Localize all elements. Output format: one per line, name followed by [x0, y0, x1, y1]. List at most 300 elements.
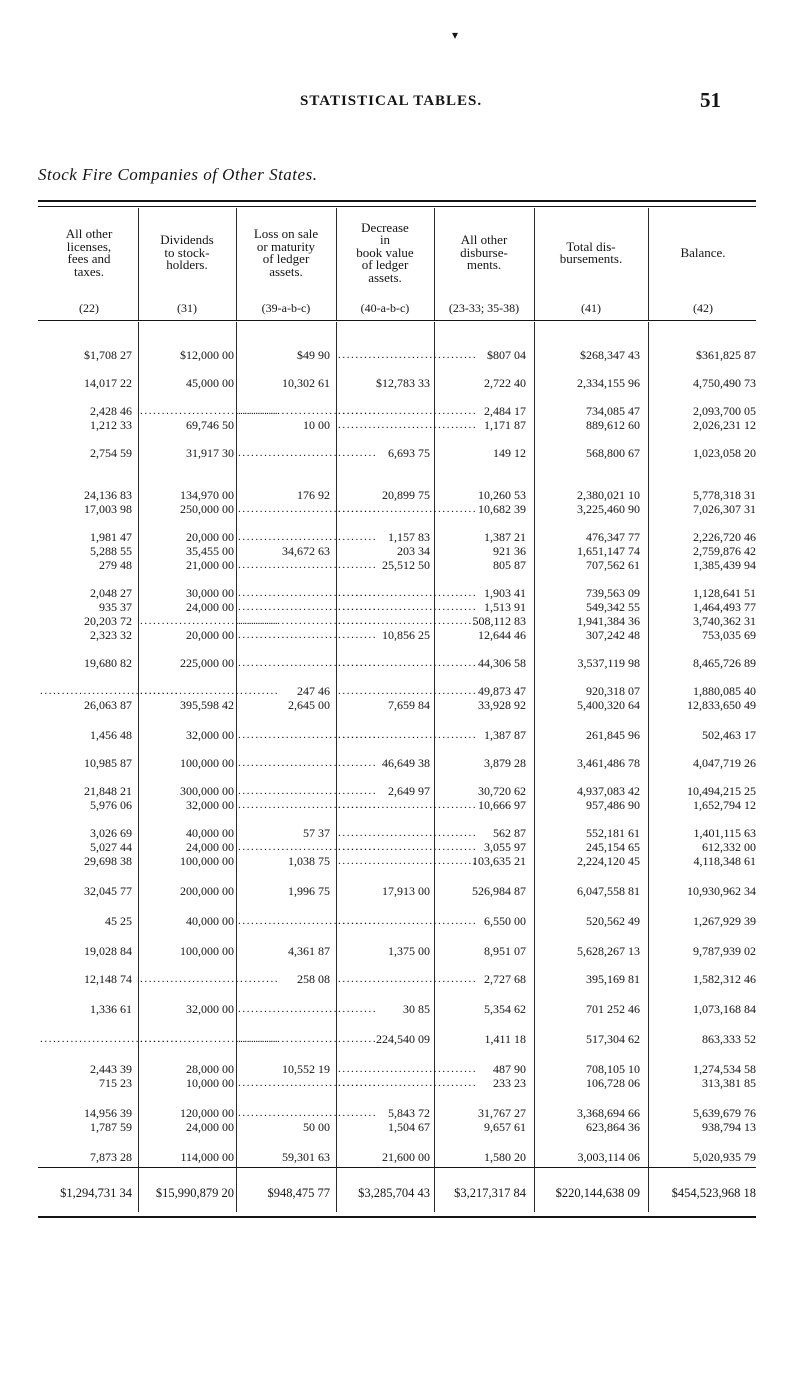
table-row: [0, 614, 798, 628]
dot-leader: ................................: [338, 615, 478, 627]
dot-leader: ................................: [338, 1077, 478, 1089]
table-cell: 508,112 83: [472, 614, 526, 628]
table-cell: 6,693 75: [388, 446, 430, 460]
table-cell: 10 00: [303, 418, 330, 432]
dot-leader: ................................: [338, 405, 478, 417]
table-row: [0, 1032, 798, 1046]
table-row: [0, 600, 798, 614]
table-cell: $49 90: [297, 348, 330, 362]
table-cell: 1,787 59: [90, 1120, 132, 1134]
table-cell: 10,666 97: [478, 798, 526, 812]
table-cell: 10,494,215 25: [687, 784, 756, 798]
table-cell: 562 87: [493, 826, 526, 840]
column-header: All other licenses, fees and taxes.: [65, 226, 113, 279]
table-cell: 28,000 00: [186, 1062, 234, 1076]
table-cell: 100,000 00: [180, 756, 234, 770]
table-cell: 715 23: [99, 1076, 132, 1090]
dot-leader: ................................: [238, 587, 378, 599]
dot-leader: ................................: [238, 615, 378, 627]
table-cell: 32,000 00: [186, 728, 234, 742]
dot-leader: ................................: [238, 915, 378, 927]
table-cell: 707,562 61: [586, 558, 640, 572]
table-cell: 1,171 87: [484, 418, 526, 432]
dot-leader: ................................: [238, 657, 378, 669]
table-cell: 920,318 07: [586, 684, 640, 698]
table-cell: 552,181 61: [586, 826, 640, 840]
dot-leader: ................................: [338, 841, 478, 853]
table-cell: 30 85: [403, 1002, 430, 1016]
table-cell: 5,628,267 13: [577, 944, 640, 958]
table-cell: 3,026 69: [90, 826, 132, 840]
table-cell: 10,552 19: [282, 1062, 330, 1076]
table-cell: 3,003,114 06: [577, 1150, 640, 1164]
table-cell: 34,672 63: [282, 544, 330, 558]
table-cell: 3,879 28: [484, 756, 526, 770]
table-cell: 549,342 55: [586, 600, 640, 614]
dot-leader: ................................: [238, 503, 378, 515]
header-divider: [336, 208, 337, 320]
table-cell: 19,028 84: [84, 944, 132, 958]
dot-leader: ................................: [338, 419, 478, 431]
table-row: [0, 944, 798, 958]
table-cell: 24,000 00: [186, 840, 234, 854]
table-cell: 31,917 30: [186, 446, 234, 460]
table-cell: 2,727 68: [484, 972, 526, 986]
table-cell: 57 37: [303, 826, 330, 840]
table-cell: 100,000 00: [180, 944, 234, 958]
total-cell: $454,523,968 18: [671, 1186, 756, 1200]
table-row: [0, 684, 798, 698]
table-cell: 20,203 72: [84, 614, 132, 628]
dot-leader: ................................: [338, 657, 478, 669]
table-row: [0, 914, 798, 928]
table-cell: 30,000 00: [186, 586, 234, 600]
table-row: [0, 1062, 798, 1076]
table-cell: 12,833,650 49: [687, 698, 756, 712]
table-cell: 4,118,348 61: [693, 854, 756, 868]
table-cell: 921 36: [493, 544, 526, 558]
table-row: [0, 446, 798, 460]
table-row: [0, 530, 798, 544]
column-number: (42): [693, 301, 713, 315]
table-cell: 40,000 00: [186, 826, 234, 840]
table-cell: 24,000 00: [186, 1120, 234, 1134]
table-cell: 300,000 00: [180, 784, 234, 798]
table-cell: 568,800 67: [586, 446, 640, 460]
table-cell: 2,226,720 46: [693, 530, 756, 544]
table-cell: 20,000 00: [186, 530, 234, 544]
table-cell: 395,169 81: [586, 972, 640, 986]
table-row: [0, 376, 798, 390]
table-cell: 1,267,929 39: [693, 914, 756, 928]
dot-leader: ................................: [140, 685, 280, 697]
table-cell: 5,976 06: [90, 798, 132, 812]
table-cell: 225,000 00: [180, 656, 234, 670]
dot-leader: ................................: [338, 799, 478, 811]
table-cell: 32,000 00: [186, 798, 234, 812]
table-cell: 2,380,021 10: [577, 488, 640, 502]
table-cell: 261,845 96: [586, 728, 640, 742]
dot-leader: ................................: [238, 531, 378, 543]
table-cell: 1,513 91: [484, 600, 526, 614]
table-cell: 32,000 00: [186, 1002, 234, 1016]
table-cell: 20,000 00: [186, 628, 234, 642]
header-divider: [138, 208, 139, 320]
table-cell: 2,443 39: [90, 1062, 132, 1076]
table-cell: 4,047,719 26: [693, 756, 756, 770]
column-header: Dividends to stock- holders.: [160, 232, 214, 273]
table-row: [0, 1002, 798, 1016]
table-cell: 203 34: [397, 544, 430, 558]
table-cell: 17,913 00: [382, 884, 430, 898]
column-number: (39-a-b-c): [261, 301, 311, 315]
table-cell: 9,787,939 02: [693, 944, 756, 958]
dot-leader: ................................: [238, 601, 378, 613]
dot-leader: ................................: [338, 855, 478, 867]
table-cell: 5,288 55: [90, 544, 132, 558]
table-cell: 1,385,439 94: [693, 558, 756, 572]
table-cell: 1,464,493 77: [693, 600, 756, 614]
table-cell: 258 08: [297, 972, 330, 986]
table-row: [0, 784, 798, 798]
table-cell: 50 00: [303, 1120, 330, 1134]
table-cell: 7,026,307 31: [693, 502, 756, 516]
table-cell: 10,260 53: [478, 488, 526, 502]
table-cell: 12,148 74: [84, 972, 132, 986]
header-divider: [236, 208, 237, 320]
bottom-rule: [38, 1216, 756, 1218]
table-cell: 17,003 98: [84, 502, 132, 516]
total-cell: $948,475 77: [267, 1186, 330, 1200]
table-cell: 3,537,119 98: [577, 656, 640, 670]
dot-leader: ................................: [338, 827, 478, 839]
table-cell: 1,387 21: [484, 530, 526, 544]
table-cell: $807 04: [487, 348, 526, 362]
table-cell: 31,767 27: [478, 1106, 526, 1120]
dot-leader: ................................: [140, 615, 280, 627]
table-cell: 19,680 82: [84, 656, 132, 670]
table-cell: 26,063 87: [84, 698, 132, 712]
page-number: 51: [700, 88, 721, 112]
table-cell: 739,563 09: [586, 586, 640, 600]
table-row: [0, 826, 798, 840]
dot-leader: ................................: [238, 785, 378, 797]
table-cell: 938,794 13: [702, 1120, 756, 1134]
dot-leader: ................................: [338, 349, 478, 361]
table-cell: 114,000 00: [180, 1150, 234, 1164]
dot-leader: ................................: [238, 729, 378, 741]
table-cell: 753,035 69: [702, 628, 756, 642]
table-cell: 21,848 21: [84, 784, 132, 798]
column-number: (31): [177, 301, 197, 315]
table-cell: 3,461,486 78: [577, 756, 640, 770]
dot-leader: ................................: [338, 729, 478, 741]
table-cell: 889,612 60: [586, 418, 640, 432]
table-row: [0, 728, 798, 742]
table-cell: 5,639,679 76: [693, 1106, 756, 1120]
total-cell: $1,294,731 34: [60, 1186, 132, 1200]
dot-leader: ................................: [338, 1063, 478, 1075]
column-header: Balance.: [680, 244, 726, 260]
table-cell: 3,740,362 31: [693, 614, 756, 628]
total-cell: $220,144,638 09: [555, 1186, 640, 1200]
header-divider: [648, 208, 649, 320]
table-row: [0, 558, 798, 572]
table-cell: 935 37: [99, 600, 132, 614]
table-cell: 1,411 18: [484, 1032, 526, 1046]
table-row: [0, 1106, 798, 1120]
table-cell: 14,017 22: [84, 376, 132, 390]
table-cell: 106,728 06: [586, 1076, 640, 1090]
dot-leader: ................................: [238, 405, 378, 417]
table-cell: 45 25: [105, 914, 132, 928]
table-cell: 2,484 17: [484, 404, 526, 418]
table-cell: 120,000 00: [180, 1106, 234, 1120]
table-cell: 1,157 83: [388, 530, 430, 544]
table-cell: 2,323 32: [90, 628, 132, 642]
table-cell: 1,504 67: [388, 1120, 430, 1134]
table-cell: 957,486 90: [586, 798, 640, 812]
table-cell: 69,746 50: [186, 418, 234, 432]
table-cell: 30,720 62: [478, 784, 526, 798]
table-cell: 10,302 61: [282, 376, 330, 390]
table-cell: 1,903 41: [484, 586, 526, 600]
table-cell: 49,873 47: [478, 684, 526, 698]
dot-leader: ................................: [238, 1077, 378, 1089]
table-cell: 612,332 00: [702, 840, 756, 854]
table-cell: $1,708 27: [84, 348, 132, 362]
table-cell: 623,864 36: [586, 1120, 640, 1134]
total-cell: $3,285,704 43: [358, 1186, 430, 1200]
table-cell: 35,455 00: [186, 544, 234, 558]
table-cell: 200,000 00: [180, 884, 234, 898]
table-cell: 250,000 00: [180, 502, 234, 516]
column-header: All other disburse- ments.: [460, 232, 508, 273]
table-row: [0, 656, 798, 670]
table-cell: 1,128,641 51: [693, 586, 756, 600]
table-cell: 1,456 48: [90, 728, 132, 742]
table-cell: $12,000 00: [180, 348, 234, 362]
table-cell: 134,970 00: [180, 488, 234, 502]
table-cell: 708,105 10: [586, 1062, 640, 1076]
table-cell: 7,873 28: [90, 1150, 132, 1164]
table-cell: 5,354 62: [484, 1002, 526, 1016]
table-cell: 33,928 92: [478, 698, 526, 712]
table-row: [0, 798, 798, 812]
table-row: [0, 586, 798, 600]
table-cell: 45,000 00: [186, 376, 234, 390]
column-number: (40-a-b-c): [360, 301, 410, 315]
table-cell: 1,981 47: [90, 530, 132, 544]
dot-leader: ................................: [40, 685, 180, 697]
table-cell: 1,375 00: [388, 944, 430, 958]
table-cell: 149 12: [493, 446, 526, 460]
table-row: [0, 1076, 798, 1090]
dot-leader: ................................: [238, 1003, 378, 1015]
table-cell: 40,000 00: [186, 914, 234, 928]
table-row: [0, 854, 798, 868]
table-cell: 1,880,085 40: [693, 684, 756, 698]
dot-leader: ................................: [238, 559, 378, 571]
dot-leader: ................................: [238, 1033, 378, 1045]
page-top-mark: ▾: [452, 28, 459, 42]
table-cell: 1,212 33: [90, 418, 132, 432]
dot-leader: ................................: [338, 685, 478, 697]
table-cell: 21,000 00: [186, 558, 234, 572]
table-cell: 1,023,058 20: [693, 446, 756, 460]
table-cell: 279 48: [99, 558, 132, 572]
table-cell: 307,242 48: [586, 628, 640, 642]
table-cell: 59,301 63: [282, 1150, 330, 1164]
table-row: [0, 488, 798, 502]
table-cell: 14,956 39: [84, 1106, 132, 1120]
table-cell: 20,899 75: [382, 488, 430, 502]
table-row: [0, 698, 798, 712]
table-cell: 2,722 40: [484, 376, 526, 390]
table-cell: 526,984 87: [472, 884, 526, 898]
header-bottom-rule: [38, 320, 756, 321]
dot-leader: ................................: [140, 405, 280, 417]
table-cell: 7,659 84: [388, 698, 430, 712]
table-cell: 1,336 61: [90, 1002, 132, 1016]
table-cell: 4,361 87: [288, 944, 330, 958]
dot-leader: ................................: [338, 503, 478, 515]
table-cell: 10,682 39: [478, 502, 526, 516]
table-cell: 1,387 87: [484, 728, 526, 742]
table-cell: 2,224,120 45: [577, 854, 640, 868]
table-cell: 8,465,726 89: [693, 656, 756, 670]
table-cell: 2,754 59: [90, 446, 132, 460]
table-row: [0, 404, 798, 418]
column-number: (41): [581, 301, 601, 315]
table-cell: 233 23: [493, 1076, 526, 1090]
table-subtitle: Stock Fire Companies of Other States.: [38, 165, 318, 184]
table-cell: 24,000 00: [186, 600, 234, 614]
table-cell: 3,055 97: [484, 840, 526, 854]
table-cell: 5,843 72: [388, 1106, 430, 1120]
table-cell: 10,985 87: [84, 756, 132, 770]
table-cell: 5,400,320 64: [577, 698, 640, 712]
table-cell: 2,428 46: [90, 404, 132, 418]
table-cell: 224,540 09: [376, 1032, 430, 1046]
table-cell: 5,020,935 79: [693, 1150, 756, 1164]
table-cell: 6,047,558 81: [577, 884, 640, 898]
table-cell: 29,698 38: [84, 854, 132, 868]
table-cell: 6,550 00: [484, 914, 526, 928]
table-cell: 2,026,231 12: [693, 418, 756, 432]
table-cell: 2,334,155 96: [577, 376, 640, 390]
table-cell: 487 90: [493, 1062, 526, 1076]
table-cell: 1,401,115 63: [693, 826, 756, 840]
dot-leader: ................................: [338, 601, 478, 613]
dot-leader: ................................: [140, 1033, 280, 1045]
column-header: Total dis- bursements.: [559, 238, 623, 266]
table-row: [0, 1120, 798, 1134]
table-cell: 10,930,962 34: [687, 884, 756, 898]
column-header: Decrease in book value of ledger assets.: [356, 219, 414, 285]
table-cell: 517,304 62: [586, 1032, 640, 1046]
table-cell: 1,274,534 58: [693, 1062, 756, 1076]
table-cell: 245,154 65: [586, 840, 640, 854]
top-rule-thin: [38, 206, 756, 207]
dot-leader: ................................: [238, 629, 378, 641]
dot-leader: ................................: [140, 973, 280, 985]
table-cell: 701 252 46: [586, 1002, 640, 1016]
table-cell: 21,600 00: [382, 1150, 430, 1164]
table-cell: 100,000 00: [180, 854, 234, 868]
table-cell: 5,027 44: [90, 840, 132, 854]
dot-leader: ................................: [338, 587, 478, 599]
table-cell: 2,093,700 05: [693, 404, 756, 418]
table-cell: 46,649 38: [382, 756, 430, 770]
table-cell: 10,000 00: [186, 1076, 234, 1090]
table-cell: 247 46: [297, 684, 330, 698]
dot-leader: ................................: [238, 757, 378, 769]
table-cell: 12,644 46: [478, 628, 526, 642]
table-row: [0, 544, 798, 558]
table-cell: 3,368,694 66: [577, 1106, 640, 1120]
table-cell: 863,333 52: [702, 1032, 756, 1046]
table-cell: 32,045 77: [84, 884, 132, 898]
table-cell: 805 87: [493, 558, 526, 572]
table-cell: $361,825 87: [696, 348, 756, 362]
dot-leader: ................................: [238, 1107, 378, 1119]
table-cell: 734,085 47: [586, 404, 640, 418]
table-cell: 4,937,083 42: [577, 784, 640, 798]
table-row: [0, 1150, 798, 1164]
dot-leader: ................................: [338, 973, 478, 985]
table-cell: 44,306 58: [478, 656, 526, 670]
table-cell: 8,951 07: [484, 944, 526, 958]
column-number: (23-33; 35-38): [448, 301, 520, 315]
dot-leader: ................................: [238, 841, 378, 853]
dot-leader: ................................: [338, 915, 478, 927]
total-cell: $15,990,879 20: [155, 1186, 234, 1200]
table-cell: 313,381 85: [702, 1076, 756, 1090]
table-cell: $12,783 33: [376, 376, 430, 390]
total-cell: $3,217,317 84: [454, 1186, 526, 1200]
table-row: [0, 502, 798, 516]
table-cell: 3,225,460 90: [577, 502, 640, 516]
table-cell: 2,645 00: [288, 698, 330, 712]
table-cell: 520,562 49: [586, 914, 640, 928]
table-cell: 4,750,490 73: [693, 376, 756, 390]
table-cell: 1,073,168 84: [693, 1002, 756, 1016]
table-row: [0, 840, 798, 854]
header-divider: [434, 208, 435, 320]
table-cell: 25,512 50: [382, 558, 430, 572]
table-cell: 395,598 42: [180, 698, 234, 712]
column-header: Loss on sale or maturity of ledger assets.: [253, 226, 319, 279]
header-divider: [534, 208, 535, 320]
table-cell: 502,463 17: [702, 728, 756, 742]
table-cell: 176 92: [297, 488, 330, 502]
table-row: [0, 628, 798, 642]
table-row: [0, 972, 798, 986]
table-row: [0, 884, 798, 898]
dot-leader: ................................: [238, 447, 378, 459]
running-head: STATISTICAL TABLES.: [300, 93, 483, 109]
table-cell: 476,347 77: [586, 530, 640, 544]
table-cell: 1,996 75: [288, 884, 330, 898]
table-cell: 5,778,318 31: [693, 488, 756, 502]
table-cell: 1,038 75: [288, 854, 330, 868]
dot-leader: ................................: [40, 1033, 180, 1045]
dot-leader: ................................: [238, 799, 378, 811]
top-rule-thick: [38, 200, 756, 202]
table-cell: 1,651,147 74: [577, 544, 640, 558]
table-cell: 2,649 97: [388, 784, 430, 798]
